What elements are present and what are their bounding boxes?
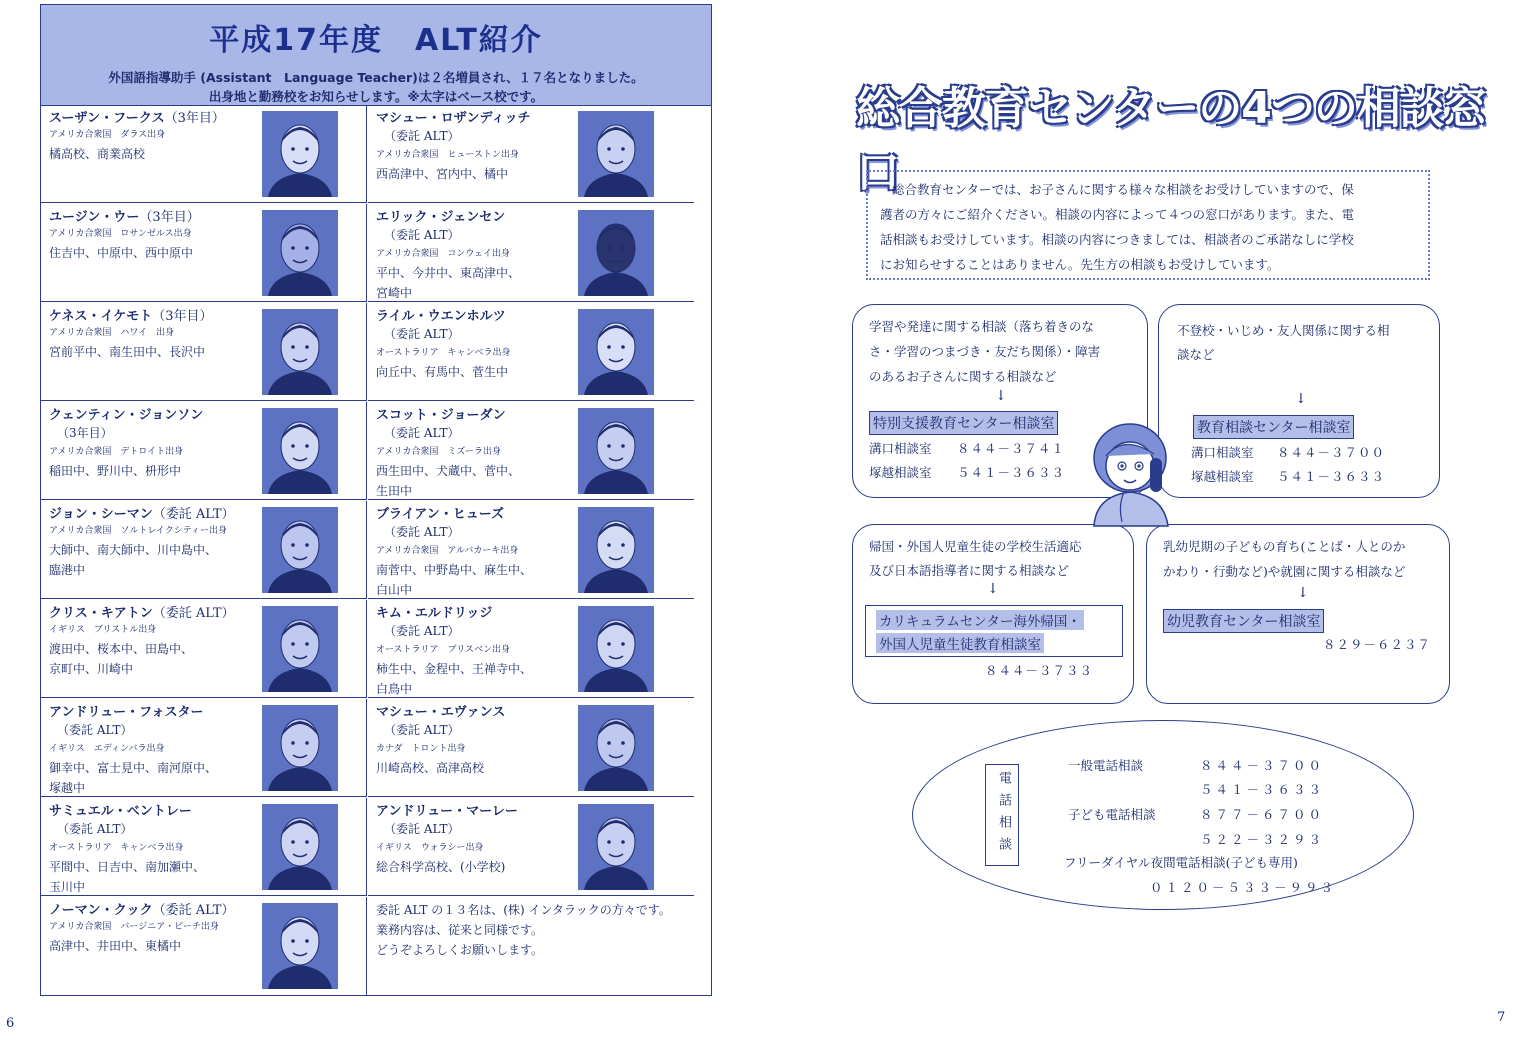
note-line: 業務内容は、従来と同様です。 (376, 923, 544, 937)
teacher-line: （委託 ALT） (384, 624, 460, 638)
education-consult-box (1158, 304, 1440, 498)
box-text: かわり・行動など)や就園に関する相談など (1163, 564, 1406, 579)
teacher-line: 柿生中、金程中、王禅寺中、 (376, 662, 533, 676)
teacher-line: （委託 ALT） (384, 228, 460, 242)
teacher-name-text: マシュー・ロザンディッチ (376, 111, 531, 126)
teacher-name-text: アンドリュー・マーレー (376, 804, 518, 819)
teacher-name (49, 899, 234, 918)
teacher-name (49, 305, 213, 324)
teacher-name (49, 602, 235, 621)
teacher-line: 高津中、井田中、東橘中 (49, 939, 182, 953)
teacher-line: 宮崎中 (376, 286, 413, 300)
teacher-name (49, 701, 203, 720)
teacher-photo (262, 804, 338, 890)
page-number-right: 7 (1497, 1010, 1506, 1025)
teacher-term: （3年目） (164, 111, 225, 126)
teacher-card (41, 402, 367, 500)
phone-number: ８４４－３７００ (1200, 758, 1325, 773)
teacher-card (41, 105, 367, 203)
freedial-number: ０１２０－５３３－９９３ (1150, 880, 1337, 895)
teacher-line: 御幸中、富士見中、南河原中、 (49, 761, 218, 775)
phone-office: 塚越相談室 (869, 465, 932, 480)
general-consult-label: 一般電話相談 (1068, 758, 1144, 773)
phone-number: ８２９－６２３７ (1323, 637, 1432, 652)
teacher-card (368, 204, 694, 302)
phone-number: ８４４－３７００ (1277, 445, 1386, 460)
teacher-card (41, 600, 367, 698)
teacher-origin: オーストラリア キャンベラ出身 (376, 348, 511, 358)
alt-subtitle-1: 外国語指導助手 (Assistant Language Teacher)は２名増員され、１７名となりました。 (108, 70, 644, 85)
box-text: 乳幼児期の子どもの育ち(ことば・人とのか (1163, 539, 1406, 554)
teacher-line: 橘高校、商業高校 (49, 147, 146, 161)
teacher-line: 臨港中 (49, 563, 86, 577)
teacher-name (376, 701, 505, 720)
education-consult-label: 教育相談センター相談室 (1193, 415, 1354, 439)
intro-line: 話相談もお受けしています。相談の内容につきましては、相談者のご承諾なしに学校 (880, 232, 1354, 247)
teacher-name-text: エリック・ジェンセン (376, 210, 506, 225)
teacher-line: （委託 ALT） (57, 723, 133, 737)
teacher-card (368, 798, 694, 896)
teacher-name (376, 404, 506, 423)
teacher-term: （3年目） (152, 309, 213, 324)
teacher-origin: オーストラリア キャンベラ出身 (49, 843, 184, 853)
returnee-label-1: カリキュラムセンター海外帰国・ (876, 610, 1084, 630)
teacher-line: 南菅中、中野島中、麻生中、 (376, 563, 533, 577)
teacher-line: 平間中、日吉中、南加瀬中、 (49, 860, 206, 874)
teacher-name-text: スーザン・フークス (49, 111, 165, 126)
teacher-origin: オーストラリア ブリスベン出身 (376, 645, 511, 655)
intro-line: 護者の方々にご紹介ください。相談の内容によって４つの窓口があります。また、電 (880, 207, 1355, 222)
box-text: 談など (1177, 347, 1215, 362)
teacher-origin: アメリカ合衆国 ダラス出身 (49, 130, 166, 140)
special-support-label: 特別支援教育センター相談室 (869, 411, 1058, 435)
teacher-line: 稲田中、野川中、枡形中 (49, 464, 182, 478)
teacher-line: 向丘中、有馬中、菅生中 (376, 365, 509, 379)
teacher-line: 西高津中、宮内中、橘中 (376, 167, 509, 181)
teacher-term: （3年目） (139, 210, 200, 225)
early-childhood-label: 幼児教育センター相談室 (1163, 609, 1324, 633)
teacher-name (49, 404, 203, 423)
phone-number: ５４１－３６３３ (957, 465, 1066, 480)
teacher-name-text: ライル・ウエンホルツ (376, 309, 506, 324)
teacher-name (49, 107, 225, 126)
teacher-name (376, 503, 504, 522)
teacher-origin: アメリカ合衆国 アルバカーキ出身 (376, 546, 519, 556)
teacher-photo (262, 309, 338, 395)
teacher-name-text: ジョン・シーマン (49, 507, 153, 522)
teacher-card (368, 501, 694, 599)
phone-number: ５２２－３２９３ (1200, 832, 1325, 847)
teacher-line: 平中、今井中、東高津中、 (376, 266, 521, 280)
teacher-photo (262, 606, 338, 692)
teacher-line: （委託 ALT） (384, 327, 460, 341)
teacher-name (376, 107, 530, 126)
teacher-origin: カナダ トロント出身 (376, 744, 466, 754)
teacher-photo (578, 111, 654, 197)
teacher-line: 白山中 (376, 583, 413, 597)
note-line: どうぞよろしくお願いします。 (376, 943, 544, 957)
teacher-line: （委託 ALT） (384, 426, 460, 440)
teacher-name-text: サミュエル・ベントレー (49, 804, 192, 819)
teacher-photo (262, 705, 338, 791)
teacher-photo (578, 606, 654, 692)
teacher-name (376, 206, 505, 225)
teacher-name (376, 305, 506, 324)
phone-number: ８４４－３７３３ (985, 663, 1094, 678)
teacher-origin: アメリカ合衆国 コンウェイ出身 (376, 249, 511, 259)
teacher-card (368, 105, 694, 203)
alt-note (368, 897, 694, 991)
phone-number: ５４１－３６３３ (1200, 782, 1325, 797)
page-number-left: 6 (6, 1016, 15, 1031)
teacher-origin: イギリス エディンバラ出身 (49, 744, 165, 754)
teacher-name-text: ユージン・ウー (49, 210, 140, 225)
teacher-line: 総合科学高校、(小学校) (376, 860, 506, 874)
teacher-line: 京町中、川崎中 (49, 662, 134, 676)
teacher-name (49, 206, 200, 225)
box-text: 及び日本語指導者に関する相談など (869, 563, 1070, 578)
teacher-name (376, 602, 492, 621)
teacher-name-text: アンドリュー・フォスター (49, 705, 204, 720)
teacher-photo (262, 903, 338, 989)
box-text: 不登校・いじめ・友人関係に関する相 (1177, 323, 1390, 338)
consultation-title: 総合教育センターの4つの相談窓口 (856, 83, 1486, 198)
box-text: 学習や発達に関する相談（落ち着きのな (869, 319, 1095, 334)
teacher-line: 玉川中 (49, 880, 86, 894)
teacher-card (368, 699, 694, 797)
telephone-operator-illustration (1084, 418, 1176, 528)
teacher-photo (578, 408, 654, 494)
teacher-line: 生田中 (376, 484, 413, 498)
teacher-card (41, 699, 367, 797)
teacher-photo (578, 705, 654, 791)
phone-office: 塚越相談室 (1191, 469, 1254, 484)
teacher-line: （委託 ALT） (384, 129, 460, 143)
teacher-origin: アメリカ合衆国 デトロイト出身 (49, 447, 184, 457)
teacher-line: 塚越中 (49, 781, 86, 795)
teacher-line: （委託 ALT） (57, 822, 133, 836)
teacher-photo (262, 111, 338, 197)
teacher-name (376, 800, 518, 819)
returnee-label-2: 外国人児童生徒教育相談室 (876, 633, 1044, 653)
returnee-label-frame (865, 605, 1123, 657)
teacher-photo (578, 210, 654, 296)
teacher-line: （委託 ALT） (384, 723, 460, 737)
teacher-card (41, 303, 367, 401)
down-arrow-icon: ↓ (1297, 585, 1309, 601)
teacher-name-text: クェンティン・ジョンソン (49, 408, 204, 423)
child-consult-label: 子ども電話相談 (1068, 807, 1156, 822)
phone-consultation-label: 電話相談 (985, 764, 1019, 866)
teacher-name-text: マシュー・エヴァンス (376, 705, 506, 720)
teacher-photo (578, 507, 654, 593)
teacher-origin: アメリカ合衆国 バージニア・ビーチ出身 (49, 922, 219, 932)
teacher-card (41, 204, 367, 302)
teacher-card (368, 402, 694, 500)
teacher-origin: アメリカ合衆国 ヒューストン出身 (376, 150, 519, 160)
teacher-line: （委託 ALT） (384, 822, 460, 836)
teacher-origin: イギリス ブリストル出身 (49, 625, 157, 635)
freedial-label: フリーダイヤル夜間電話相談(子ども専用) (1064, 855, 1298, 870)
teacher-origin: アメリカ合衆国 ロサンゼルス出身 (49, 229, 192, 239)
intro-box (866, 170, 1430, 280)
teacher-term: （委託 ALT） (152, 903, 235, 918)
phone-number: ８４４－３７４１ (957, 441, 1066, 456)
teacher-photo (578, 804, 654, 890)
phone-number: ５４１－３６３３ (1277, 469, 1386, 484)
teacher-line: 大師中、南大師中、川中島中、 (49, 543, 218, 557)
teacher-photo (262, 210, 338, 296)
teacher-name-text: ブライアン・ヒューズ (376, 507, 505, 522)
teacher-name (49, 503, 235, 522)
teacher-line: 住吉中、中原中、西中原中 (49, 246, 194, 260)
teacher-card (368, 303, 694, 401)
down-arrow-icon: ↓ (995, 388, 1007, 404)
teacher-photo (262, 408, 338, 494)
box-text: 帰国・外国人児童生徒の学校生活適応 (869, 539, 1082, 554)
teacher-term: （委託 ALT） (152, 606, 235, 621)
teacher-name-text: ノーマン・クック (49, 903, 153, 918)
alt-header (41, 5, 711, 106)
teacher-term: （委託 ALT） (152, 507, 235, 522)
phone-office: 溝口相談室 (869, 441, 932, 456)
teacher-card (41, 798, 367, 896)
teacher-card (41, 897, 367, 995)
returnee-box (852, 524, 1134, 704)
teacher-name-text: クリス・キアトン (49, 606, 153, 621)
teacher-origin: アメリカ合衆国 ソルトレイクシティー出身 (49, 526, 228, 536)
teacher-line: 宮前平中、南生田中、長沢中 (49, 345, 206, 359)
phone-office: 溝口相談室 (1191, 445, 1254, 460)
down-arrow-icon: ↓ (987, 581, 999, 597)
alt-introduction-panel (40, 4, 712, 996)
box-text: のあるお子さんに関する相談など (869, 369, 1057, 384)
phone-number: ８７７－６７００ (1200, 807, 1325, 822)
teacher-origin: アメリカ合衆国 ハワイ 出身 (49, 328, 175, 338)
box-text: さ・学習のつまづき・友だち関係）・障害 (869, 344, 1101, 359)
teacher-line: 白鳥中 (376, 682, 413, 696)
teacher-name (49, 800, 192, 819)
teacher-origin: アメリカ合衆国 ミズーラ出身 (376, 447, 501, 457)
teacher-line: （3年目） (57, 426, 113, 440)
teacher-line: 西生田中、犬蔵中、菅中、 (376, 464, 521, 478)
alt-subtitle-2: 出身地と勤務校をお知らせします。※太字はベース校です。 (208, 89, 544, 104)
teacher-card (368, 600, 694, 698)
intro-line: にお知らせすることはありません。先生方の相談もお受けしています。 (880, 257, 1280, 272)
teacher-card (41, 501, 367, 599)
teacher-photo (578, 309, 654, 395)
teacher-name-text: キム・エルドリッジ (376, 606, 493, 621)
early-childhood-box (1146, 524, 1450, 704)
down-arrow-icon: ↓ (1295, 391, 1307, 407)
teacher-photo (262, 507, 338, 593)
intro-line: 総合教育センターでは、お子さんに関する様々な相談をお受けしていますので、保 (892, 182, 1354, 197)
note-line: 委託 ALT の１３名は、(株) インタラックの方々です。 (376, 903, 671, 917)
teacher-line: 川崎高校、高津高校 (376, 761, 485, 775)
teacher-name-text: スコット・ジョーダン (376, 408, 506, 423)
teacher-line: （委託 ALT） (384, 525, 460, 539)
teacher-line: 渡田中、桜本中、田島中、 (49, 642, 194, 656)
teacher-origin: イギリス ウォラシー出身 (376, 843, 484, 853)
alt-title: 平成17年度 ALT紹介 (209, 23, 543, 58)
teacher-name-text: ケネス・イケモト (49, 309, 153, 324)
